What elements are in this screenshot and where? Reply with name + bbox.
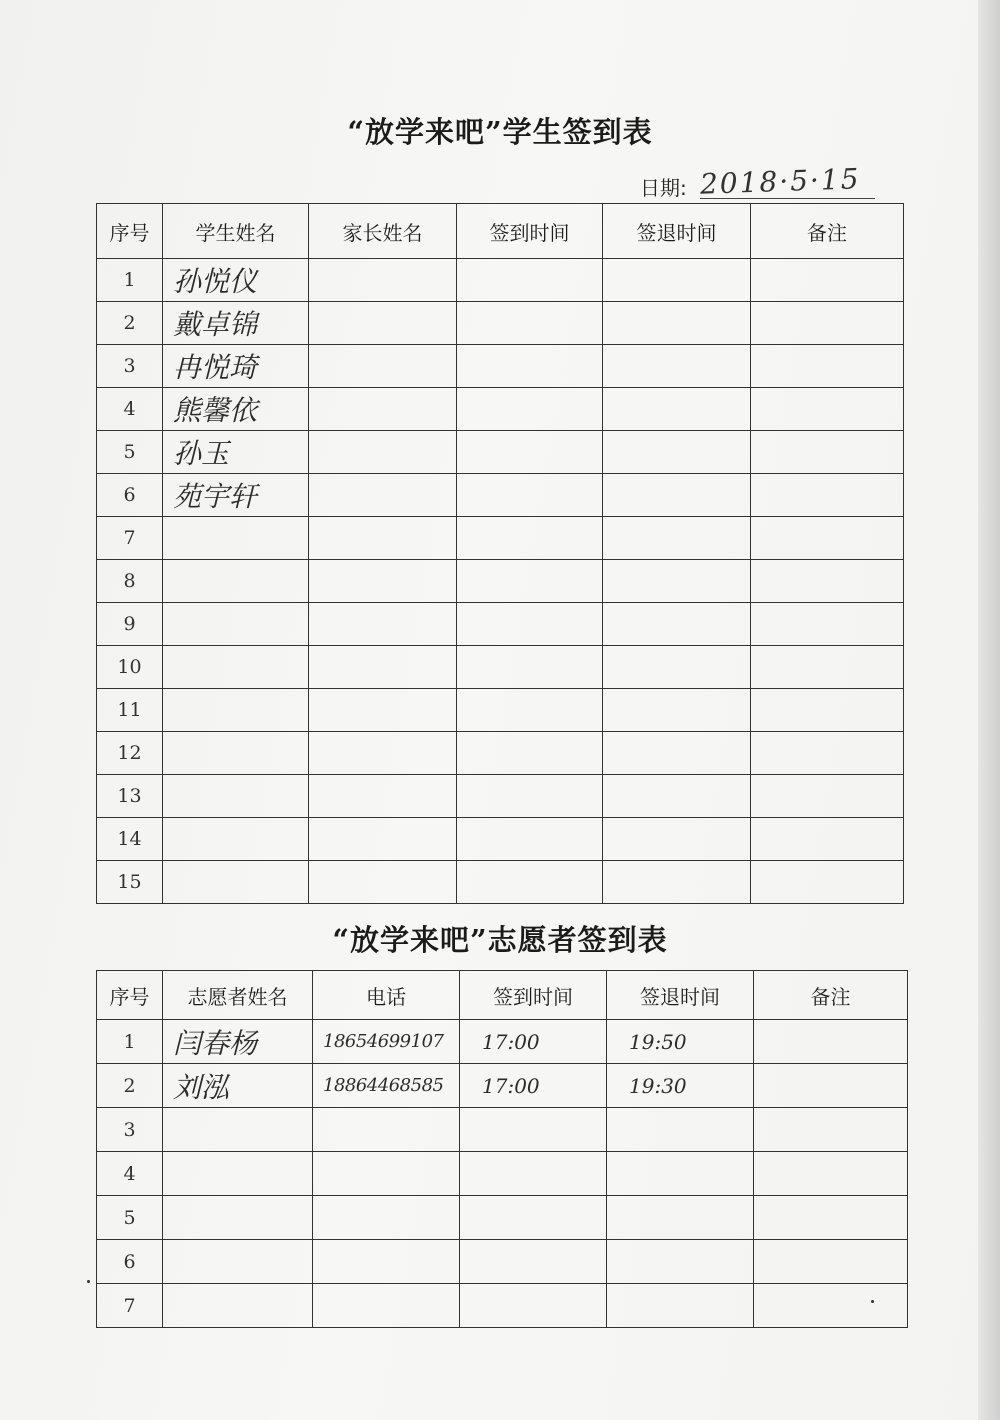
student-row-student-cell [163,861,309,904]
student-row-note-cell [751,302,904,345]
student-row-parent-cell [309,388,457,431]
student-row [97,818,904,861]
volunteer-row [97,1196,908,1240]
student-row-note-cell [751,345,904,388]
volunteer-row-sign-out-cell [607,1196,754,1240]
student-row-sign-out-cell [603,302,751,345]
volunteer-row-name-cell [163,1108,313,1152]
student-row [97,560,904,603]
student-row-parent-cell [309,646,457,689]
student-row-student-cell [163,818,309,861]
volunteer-row-phone-cell [313,1196,460,1240]
student-row-no-cell: 12 [97,732,163,775]
student-signin-table [96,203,904,904]
header-no: 序号 [97,971,163,1020]
paper-edge-shadow [978,0,1000,1420]
volunteer-row-sign-in-cell [460,1152,607,1196]
student-row-sign-in-cell [457,646,603,689]
student-row-parent-cell [309,689,457,732]
student-row [97,517,904,560]
header-sign-out-time: 签退时间 [603,204,751,259]
student-row-no-cell: 15 [97,861,163,904]
student-row-note-cell [751,775,904,818]
volunteer-row-sign-in-cell [460,1240,607,1284]
student-row-sign-in-cell [457,517,603,560]
header-student-name: 学生姓名 [163,204,309,259]
student-row-parent-cell [309,345,457,388]
student-row [97,388,904,431]
student-row-no-cell: 13 [97,775,163,818]
student-row-student-cell: 苑宇轩 [163,474,309,517]
volunteer-row-sign-out-cell [607,1240,754,1284]
student-row-student-cell: 孙玉 [163,431,309,474]
volunteer-row-phone-cell [313,1284,460,1328]
volunteer-row-sign-in-cell [460,1108,607,1152]
student-row-parent-cell [309,732,457,775]
volunteer-row [97,1108,908,1152]
volunteer-row [97,1064,908,1108]
student-row-note-cell [751,474,904,517]
student-row-no-cell: 6 [97,474,163,517]
student-row-sign-out-cell [603,474,751,517]
student-row-student-cell [163,775,309,818]
student-row [97,603,904,646]
student-row-sign-in-cell [457,775,603,818]
student-row-no-cell: 11 [97,689,163,732]
volunteer-row-name-cell [163,1240,313,1284]
header-note: 备注 [751,204,904,259]
student-row-parent-cell [309,474,457,517]
student-row-note-cell [751,818,904,861]
student-row-sign-in-cell [457,560,603,603]
volunteer-row-note-cell [754,1196,908,1240]
student-row-sign-out-cell [603,431,751,474]
header-sign-in-time: 签到时间 [460,971,607,1020]
student-row-note-cell [751,431,904,474]
volunteer-row-note-cell [754,1284,908,1328]
volunteer-row-no-cell: 3 [97,1108,163,1152]
student-row-sign-in-cell [457,818,603,861]
student-row [97,431,904,474]
volunteer-row-note-cell [754,1020,908,1064]
student-row-parent-cell [309,775,457,818]
volunteer-row-note-cell [754,1064,908,1108]
volunteer-row-phone-cell: 18864468585 [313,1064,460,1108]
volunteer-row-no-cell: 5 [97,1196,163,1240]
date-underline [700,198,875,199]
student-row [97,302,904,345]
student-row-no-cell: 14 [97,818,163,861]
volunteer-signin-table [96,970,908,1328]
volunteer-row-sign-out-cell [607,1108,754,1152]
volunteer-row-no-cell: 4 [97,1152,163,1196]
student-row-sign-out-cell [603,861,751,904]
student-row-sign-in-cell [457,861,603,904]
student-row-sign-out-cell [603,689,751,732]
volunteer-row-no-cell: 7 [97,1284,163,1328]
student-row-no-cell: 7 [97,517,163,560]
student-row-parent-cell [309,302,457,345]
volunteer-row-name-cell [163,1152,313,1196]
student-row-sign-out-cell [603,259,751,302]
student-row-note-cell [751,689,904,732]
volunteer-row-sign-in-cell: 17:00 [460,1064,607,1108]
student-row [97,775,904,818]
volunteer-row-sign-out-cell: 19:50 [607,1020,754,1064]
volunteer-row-note-cell [754,1240,908,1284]
header-no: 序号 [97,204,163,259]
student-row-parent-cell [309,259,457,302]
student-row-note-cell [751,388,904,431]
volunteer-row [97,1020,908,1064]
volunteer-row [97,1240,908,1284]
student-row-note-cell [751,603,904,646]
student-row-sign-in-cell [457,345,603,388]
student-row-no-cell: 2 [97,302,163,345]
student-row-sign-in-cell [457,388,603,431]
student-row-student-cell [163,732,309,775]
student-row-note-cell [751,861,904,904]
volunteer-row-phone-cell [313,1240,460,1284]
student-row-no-cell: 9 [97,603,163,646]
volunteer-row-sign-out-cell [607,1152,754,1196]
student-row-parent-cell [309,603,457,646]
student-row-sign-out-cell [603,517,751,560]
volunteer-row-name-cell [163,1284,313,1328]
student-row-student-cell: 熊馨依 [163,388,309,431]
header-sign-in-time: 签到时间 [457,204,603,259]
student-row-sign-in-cell [457,431,603,474]
header-sign-out-time: 签退时间 [607,971,754,1020]
volunteer-row-phone-cell [313,1108,460,1152]
volunteer-row-note-cell [754,1108,908,1152]
student-row-note-cell [751,517,904,560]
student-row [97,861,904,904]
volunteer-row-sign-in-cell: 17:00 [460,1020,607,1064]
student-row-no-cell: 1 [97,259,163,302]
date-label: 日期: [640,176,687,200]
student-row [97,474,904,517]
student-row-student-cell: 冉悦琦 [163,345,309,388]
header-phone: 电话 [313,971,460,1020]
student-row-no-cell: 3 [97,345,163,388]
header-note: 备注 [754,971,908,1020]
student-row-student-cell [163,646,309,689]
student-row-sign-in-cell [457,603,603,646]
header-parent-name: 家长姓名 [309,204,457,259]
student-row-sign-in-cell [457,689,603,732]
volunteer-row-name-cell [163,1196,313,1240]
student-row-sign-out-cell [603,345,751,388]
student-row-sign-out-cell [603,732,751,775]
student-row-parent-cell [309,861,457,904]
student-sheet-title: “放学来吧”学生签到表 [347,115,653,149]
volunteer-row-sign-out-cell [607,1284,754,1328]
student-row-student-cell [163,603,309,646]
student-row [97,646,904,689]
student-row-parent-cell [309,431,457,474]
student-row-student-cell [163,689,309,732]
student-row-no-cell: 5 [97,431,163,474]
student-row [97,345,904,388]
student-row-note-cell [751,646,904,689]
student-row-sign-in-cell [457,732,603,775]
student-row-no-cell: 4 [97,388,163,431]
student-row [97,259,904,302]
student-row-note-cell [751,732,904,775]
volunteer-table-header-row [97,971,908,1020]
student-row-student-cell [163,560,309,603]
student-row-no-cell: 8 [97,560,163,603]
paper-speck [871,1300,874,1303]
student-row-student-cell: 孙悦仪 [163,259,309,302]
student-row [97,732,904,775]
volunteer-row [97,1284,908,1328]
volunteer-row-no-cell: 1 [97,1020,163,1064]
student-row-sign-in-cell [457,474,603,517]
student-row-student-cell [163,517,309,560]
volunteer-row [97,1152,908,1196]
student-row-sign-out-cell [603,560,751,603]
student-row-sign-in-cell [457,302,603,345]
student-row [97,689,904,732]
student-row-sign-out-cell [603,775,751,818]
volunteer-row-sign-in-cell [460,1284,607,1328]
student-row-parent-cell [309,560,457,603]
volunteer-row-no-cell: 2 [97,1064,163,1108]
volunteer-row-name-cell: 刘泓 [163,1064,313,1108]
volunteer-row-name-cell: 闫春杨 [163,1020,313,1064]
student-row-sign-out-cell [603,818,751,861]
student-row-parent-cell [309,818,457,861]
volunteer-row-note-cell [754,1152,908,1196]
volunteer-row-no-cell: 6 [97,1240,163,1284]
date-value-handwritten: 2018·5·15 [699,162,862,201]
student-row-sign-out-cell [603,603,751,646]
header-volunteer-name: 志愿者姓名 [163,971,313,1020]
volunteer-row-phone-cell [313,1152,460,1196]
student-row-student-cell: 戴卓锦 [163,302,309,345]
volunteer-row-phone-cell: 18654699107 [313,1020,460,1064]
student-row-no-cell: 10 [97,646,163,689]
student-row-note-cell [751,560,904,603]
volunteer-row-sign-in-cell [460,1196,607,1240]
volunteer-row-sign-out-cell: 19:30 [607,1064,754,1108]
student-table-header-row [97,204,904,259]
student-row-sign-out-cell [603,646,751,689]
student-row-sign-in-cell [457,259,603,302]
student-row-parent-cell [309,517,457,560]
paper-speck [87,1280,90,1283]
volunteer-sheet-title: “放学来吧”志愿者签到表 [332,923,668,957]
student-row-note-cell [751,259,904,302]
student-row-sign-out-cell [603,388,751,431]
